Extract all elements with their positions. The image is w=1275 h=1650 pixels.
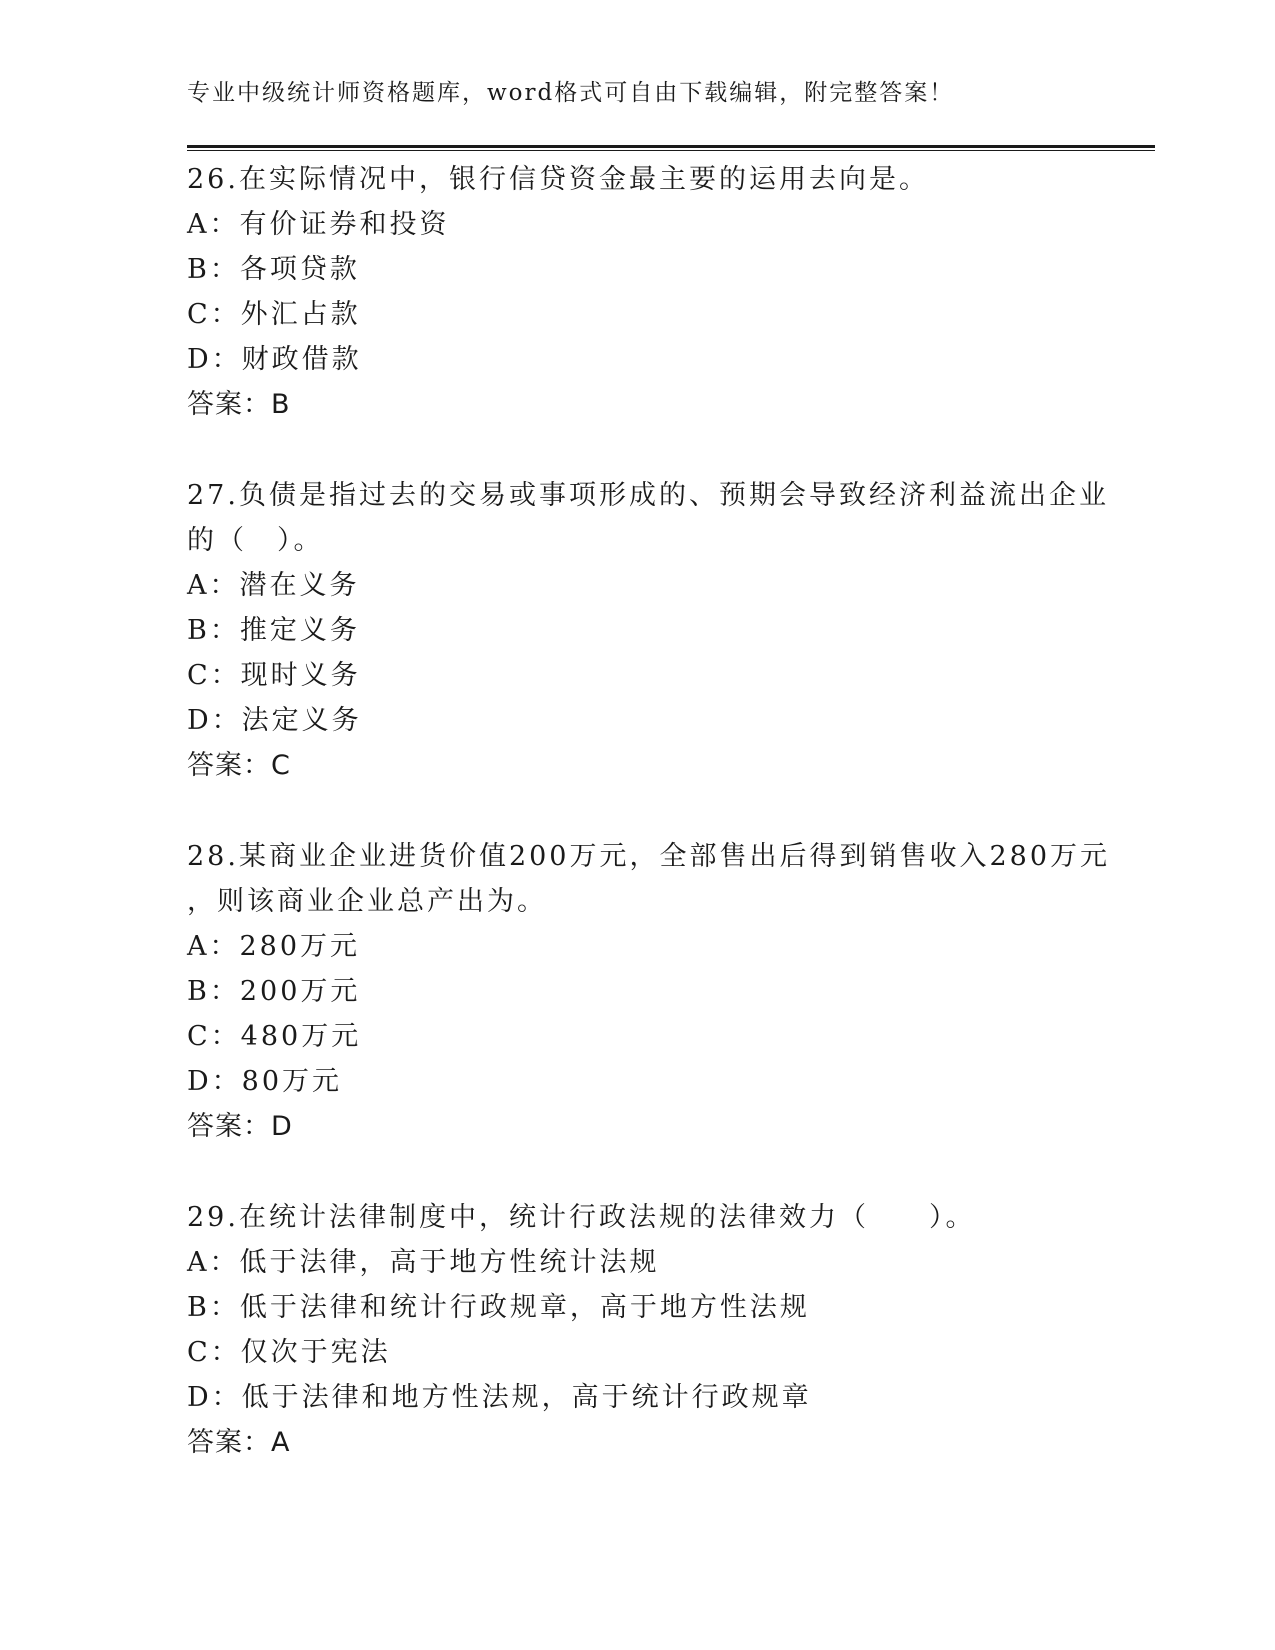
option-b: B：各项贷款: [187, 254, 360, 285]
question-stem: 27.负债是指过去的交易或事项形成的、预期会导致经济利益流出企业: [187, 480, 1109, 511]
question-28: [187, 834, 1111, 1149]
answer-line: 答案：B: [187, 389, 291, 420]
option-c: C：仅次于宪法: [187, 1337, 391, 1368]
option-c: C：外汇占款: [187, 299, 361, 330]
question-26: [187, 157, 1087, 427]
option-b: B：推定义务: [187, 615, 360, 646]
question-stem-continued: ，则该商业企业总产出为。: [187, 886, 547, 917]
option-a: A：280万元: [187, 931, 361, 962]
question-stem-continued: 的（ ）。: [187, 525, 324, 556]
header-divider: [187, 145, 1155, 151]
option-d: D：80万元: [187, 1066, 343, 1097]
option-d: D：财政借款: [187, 344, 362, 375]
answer-line: 答案：C: [187, 750, 291, 781]
option-a: A：有价证券和投资: [187, 209, 450, 240]
option-d: D：法定义务: [187, 705, 362, 736]
option-b: B：200万元: [187, 976, 361, 1007]
question-list: [187, 157, 1111, 1511]
question-29: [187, 1195, 1087, 1465]
question-stem: 28.某商业企业进货价值200万元，全部售出后得到销售收入280万元: [187, 841, 1111, 872]
option-a: A：低于法律，高于地方性统计法规: [187, 1247, 660, 1278]
question-stem: 26.在实际情况中，银行信贷资金最主要的运用去向是。: [187, 164, 929, 195]
option-b: B：低于法律和统计行政规章，高于地方性法规: [187, 1292, 810, 1323]
answer-line: 答案：D: [187, 1111, 293, 1142]
page-header: 专业中级统计师资格题库，word格式可自由下载编辑，附完整答案！: [187, 80, 955, 106]
option-c: C：现时义务: [187, 660, 361, 691]
option-d: D：低于法律和地方性法规，高于统计行政规章: [187, 1382, 812, 1413]
option-a: A：潜在义务: [187, 570, 360, 601]
option-c: C：480万元: [187, 1021, 362, 1052]
question-stem: 29.在统计法律制度中，统计行政法规的法律效力（ ）。: [187, 1202, 976, 1233]
document-page: [187, 0, 1155, 1650]
question-27: [187, 473, 1109, 788]
answer-line: 答案：A: [187, 1427, 291, 1458]
